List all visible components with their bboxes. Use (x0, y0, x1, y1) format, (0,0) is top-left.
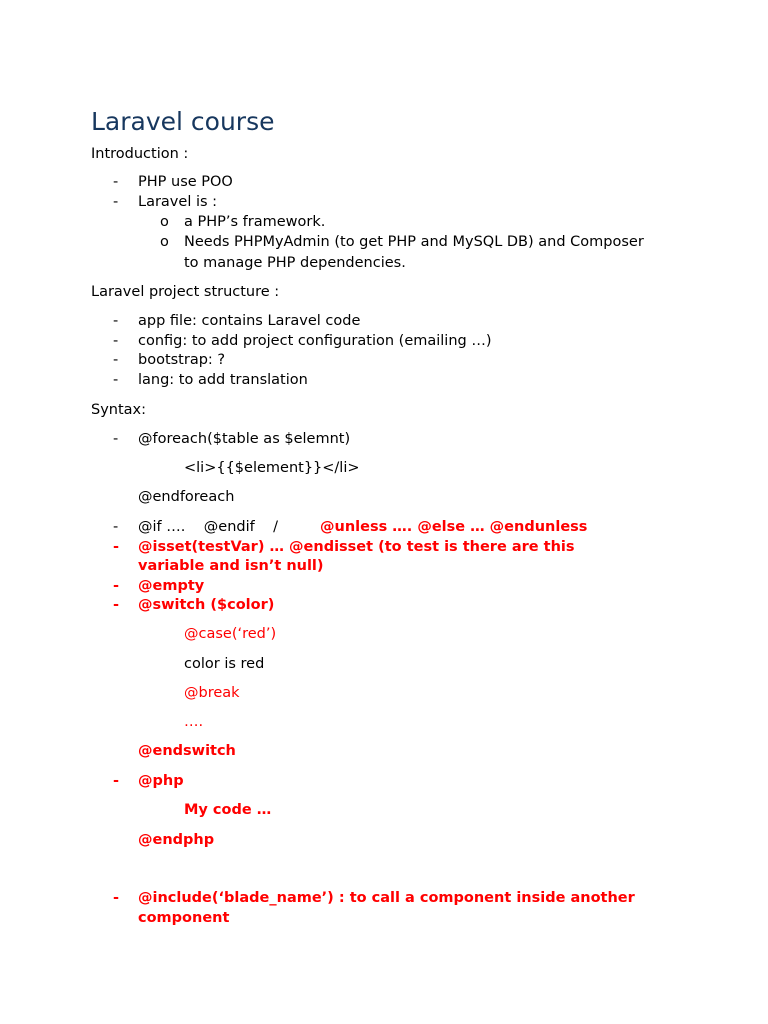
intro-heading: Introduction : (91, 146, 189, 162)
structure-item-config: config: to add project configuration (emailing …) (138, 333, 492, 349)
syntax-case: @case(‘red’) (184, 626, 277, 642)
intro-sub-needs: Needs PHPMyAdmin (to get PHP and MySQL DB) and Composer (184, 234, 644, 250)
syntax-isset: @isset(testVar) … @endisset (to test is there are this (138, 539, 575, 555)
syntax-break: @break (184, 685, 240, 701)
structure-item-app: app file: contains Laravel code (138, 313, 361, 329)
syntax-include: @include(‘blade_name’) : to call a component inside another (138, 890, 635, 906)
syntax-endphp: @endphp (138, 832, 215, 848)
syntax-endswitch: @endswitch (138, 743, 236, 759)
intro-sub-framework: a PHP’s framework. (184, 214, 326, 230)
intro-sub-needs-cont: to manage PHP dependencies. (184, 255, 406, 271)
intro-item-php: PHP use POO (138, 174, 233, 190)
intro-item-laravel: Laravel is : (138, 194, 218, 210)
syntax-heading: Syntax: (91, 402, 147, 418)
bullet-dash: - (113, 773, 120, 789)
bullet-circle: o (160, 214, 169, 230)
bullet-dash: - (113, 352, 119, 368)
bullet-circle: o (160, 234, 169, 250)
bullet-dash: - (113, 519, 119, 535)
syntax-endforeach: @endforeach (138, 489, 235, 505)
bullet-dash: - (113, 578, 120, 594)
page-title: Laravel course (91, 107, 275, 136)
syntax-color-is-red: color is red (184, 656, 265, 672)
bullet-dash: - (113, 372, 119, 388)
syntax-switch: @switch ($color) (138, 597, 275, 613)
bullet-dash: - (113, 333, 119, 349)
syntax-php: @php (138, 773, 184, 789)
syntax-dots: …. (184, 714, 204, 730)
structure-item-bootstrap: bootstrap: ? (138, 352, 226, 368)
syntax-isset-cont: variable and isn’t null) (138, 558, 324, 574)
structure-item-lang: lang: to add translation (138, 372, 308, 388)
bullet-dash: - (113, 539, 120, 555)
bullet-dash: - (113, 890, 120, 906)
syntax-if: @if …. @endif / (138, 519, 279, 535)
bullet-dash: - (113, 431, 119, 447)
syntax-include-cont: component (138, 910, 230, 926)
bullet-dash: - (113, 313, 119, 329)
bullet-dash: - (113, 174, 119, 190)
structure-heading: Laravel project structure : (91, 284, 280, 300)
syntax-li: <li>{{$element}}</li> (184, 460, 360, 476)
syntax-unless: @unless …. @else … @endunless (320, 519, 588, 535)
bullet-dash: - (113, 597, 120, 613)
syntax-foreach: @foreach($table as $elemnt) (138, 431, 351, 447)
syntax-my-code: My code … (184, 802, 272, 818)
syntax-empty: @empty (138, 578, 205, 594)
bullet-dash: - (113, 194, 119, 210)
